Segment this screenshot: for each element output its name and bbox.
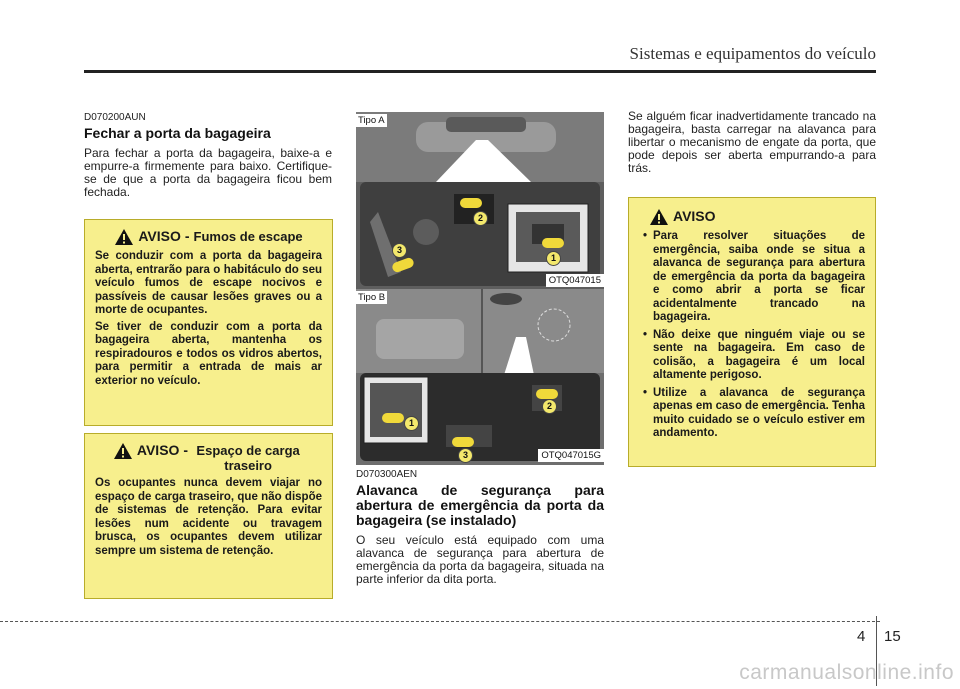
right-column-text [628,110,876,175]
page-number: 15 [884,628,901,645]
callout-3: 3 [458,448,473,463]
photo-code: OTQ047015 [546,274,604,287]
header-rule [84,70,876,73]
warning-triangle-icon [649,208,669,226]
warning-word: AVISO [673,208,716,224]
chapter-number: 4 [857,628,866,645]
warning-paragraph: Se conduzir com a porta da bagageira aberta, entrarão para o habitáculo do seu veículo fumos de escape nocivos e passíveis de causar lesões graves ou a morte de ocupantes. [95,250,322,316]
left-column [84,112,332,199]
arrow-icon [460,198,482,208]
section-body: O seu veículo está equipado com uma alavanca de segurança para abertura de emergência da porta da bagageira, situada na parte inferior da dita porta. [356,533,604,586]
photo-type-b [356,289,604,465]
warning-subtitle: Fumos de escape [193,229,303,244]
watermark: carmanualsonline.info [739,661,954,684]
photo-type-a [356,112,604,290]
callout-2: 2 [473,211,488,226]
list-item: • Para resolver situações de emergência, saiba onde se situa a alavanca de segurança para abertura de emergência da porta da bagageira e como abrir a porta se ficar acidentalmente trancado na bagageira. [639,230,865,325]
arrow-icon [452,437,474,447]
warning-title [639,208,865,226]
photo-code: OTQ047015G [538,449,604,462]
section-body: Se alguém ficar inadvertidamente trancado na bagageira, basta carregar na alavanca para libertar o mecanismo de engate da porta, que pode depois ser aberta empurrando-a para trás. [628,109,876,175]
warning-list [639,230,865,441]
warning-subtitle: Espaço de carga traseiro [196,443,300,473]
photo-label: Tipo B [358,292,386,303]
callout-3: 3 [392,243,407,258]
warning-box-emergency [628,197,876,467]
warning-triangle-icon [113,442,133,460]
warning-box-cargo [84,433,333,599]
callout-1: 1 [404,416,419,431]
arrow-icon [382,413,404,423]
callout-1: 1 [546,251,561,266]
section-code: D070300AEN [356,469,418,480]
warning-box-exhaust [84,219,333,426]
callout-2: 2 [542,399,557,414]
list-item: • Utilize a alavanca de segurança apenas em caso de emergência. Tenha muito cuidado se o veículo estiver em andamento. [639,387,865,441]
middle-column-text [356,469,604,586]
section-body: Para fechar a porta da bagageira, baixe-a e empurre-a firmemente para baixo. Certifique-se de que a porta da bagageira ficou bem fechada. [84,146,332,199]
warning-word: AVISO [138,228,181,244]
warning-triangle-icon [114,228,134,246]
section-heading: Fechar a porta da bagageira [84,125,271,141]
footer-rule [0,621,880,622]
warning-dash: - [184,228,190,244]
section-heading: Alavanca de segurança para abertura de emergência da porta da bagageira (se instalado) [356,482,604,528]
warning-paragraph: Os ocupantes nunca devem viajar no espaço de carga traseiro, que não dispõe de sistemas de retenção. Para evitar lesões num acidente ou travagem brusca, os ocupantes devem utilizar sempre um sistema de retenção. [95,477,322,557]
photo-type-b-illustration [356,289,604,465]
warning-title [95,442,322,473]
section-code: D070200AUN [84,112,146,123]
warning-word: AVISO [136,442,180,458]
list-item: • Não deixe que ninguém viaje ou se sente na bagageira. Em caso de colisão, a bagageira é um local altamente perigoso. [639,329,865,383]
warning-dash: - [183,442,189,458]
warning-title [95,228,322,246]
warning-paragraph: Se tiver de conduzir com a porta da bagageira aberta, mantenha os respiradouros e todos os vidros abertos, para permitir a entrada de mais ar exterior no veículo. [95,320,322,387]
running-header: Sistemas e equipamentos do veículo [629,44,876,63]
arrow-icon [536,389,558,399]
arrow-icon [542,238,564,248]
photo-label: Tipo A [358,115,385,126]
